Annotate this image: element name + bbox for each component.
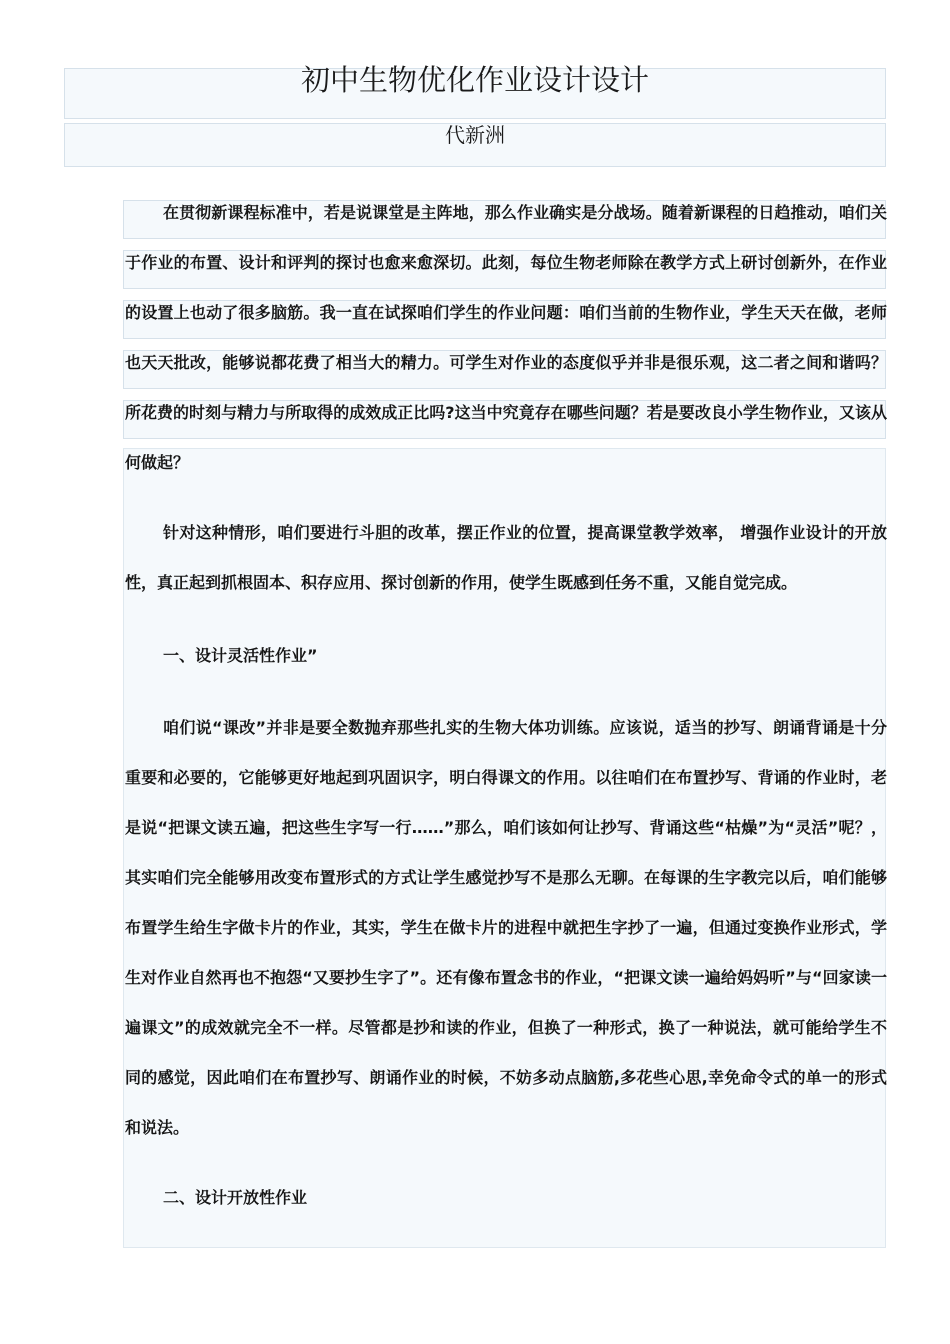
paragraph-intro: 在贯彻新课程标准中，若是说课堂是主阵地，那么作业确实是分战场。随着新课程的日趋推动，咱们关于作业的布置、设计和评判的探讨也愈来愈深切。此刻，每位生物老师除在教学方式上研讨创新外，在作业的设置上也动了很多脑筋。我一直在试探咱们学生的作业问题：咱们当前的生物作业，学生天天在做，老师也天天批改，能够说都花费了相当大的精力。可学生对作业的态度似乎并非是很乐观，这二者之间和谐吗？所花费的时刻与精力与所取得的成效成正比吗?这当中究竟存在哪些问题？若是要改良小学生物作业，又该从何做起？ xyxy=(125,203,887,472)
document-title: 初中生物优化作业设计设计 xyxy=(300,63,649,97)
section-heading-open: 二、设计开放性作业 xyxy=(163,1188,308,1207)
section-heading-flexible: 一、设计灵活性作业” xyxy=(163,646,318,665)
document-author: 代新洲 xyxy=(445,123,505,147)
paragraph-reform: 针对这种情形，咱们要进行斗胆的改革，摆正作业的位置，提高课堂教学效率， 增强作业设计的开放性，真正起到抓根固本、积存应用、探讨创新的作用，使学生既感到任务不重，又能自觉完成。 xyxy=(125,523,887,592)
paragraph-flexible-homework: 咱们说“课改”并非是要全数抛弃那些扎实的生物大体功训练。应该说，适当的抄写、朗诵背诵是十分重要和必要的，它能够更好地起到巩固识字，明白得课文的作用。以往咱们在布置抄写、背诵的作业时，老是说“把课文读五遍，把这些生字写一行……”那么，咱们该如何让抄写、背诵这些“枯燥”为“灵活”呢？，其实咱们完全能够用改变布置形式的方式让学生感觉抄写不是那么无聊。在每课的生字教完以后，咱们能够布置学生给生字做卡片的作业，其实，学生在做卡片的进程中就把生字抄了一遍，但通过变换作业形式，学生对作业自然再也不抱怨“又要抄生字了”。还有像布置念书的作业，“把课文读一遍给妈妈听”与“回家读一遍课文”的成效就完全不一样。尽管都是抄和读的作业，但换了一种形式，换了一种说法，就可能给学生不同的感觉，因此咱们在布置抄写、朗诵作业的时候，不妨多动点脑筋,多花些心思,幸免命令式的单一的形式和说法。 xyxy=(125,718,887,1137)
